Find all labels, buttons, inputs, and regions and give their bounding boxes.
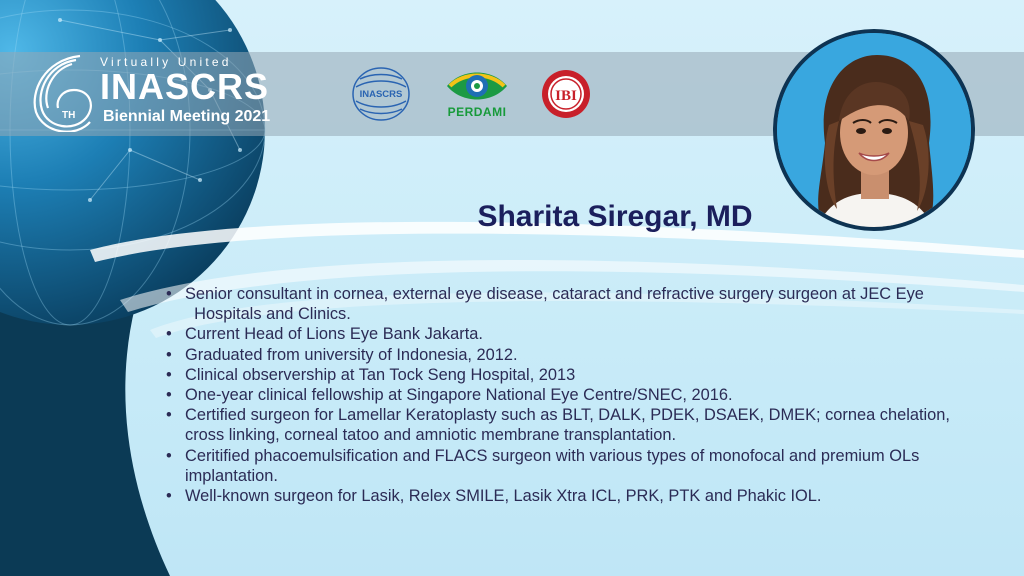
bio-item: • Clinical observership at Tan Tock Seng Hospital, 2013 — [166, 365, 966, 385]
inascrs-logo — [350, 65, 412, 123]
ibi-logo — [540, 68, 592, 120]
ibi-logo-text: IBI — [555, 88, 577, 104]
speaker-name: Sharita Siregar, MD — [477, 200, 753, 233]
bio-list — [166, 284, 966, 506]
bio-item: • Graduated from university of Indonesia, 2012. — [166, 345, 966, 365]
header-acronym: INASCRS — [100, 66, 270, 107]
header-tagline: Virtually United — [100, 55, 232, 69]
edition-suffix: TH — [62, 110, 76, 121]
bio-item: • Well-known surgeon for Lasik, Relex SMILE, Lasik Xtra ICL, PRK, PTK and Phakic IOL. — [166, 486, 966, 506]
bio-item: • Certified surgeon for Lamellar Keratoplasty such as BLT, DALK, PDEK, DSAEK, DMEK; cornea chelation, cross linking, corneal tatoo and amniotic membrane transplantation. — [166, 405, 966, 445]
header-meeting: Biennial Meeting 2021 — [103, 108, 271, 125]
inascrs-logo-text: INASCRS — [359, 89, 403, 100]
bio-item: • Senior consultant in cornea, external eye disease, cataract and refractive surgery surgeon at JEC Eye Hospitals and Clinics. — [166, 284, 966, 324]
bio-item: • One-year clinical fellowship at Singapore National Eye Centre/SNEC, 2016. — [166, 385, 966, 405]
bio-item: • Ceritified phacoemulsification and FLACS surgeon with various types of monofocal and premium OLs implantation. — [166, 446, 966, 486]
bio-item: • Current Head of Lions Eye Bank Jakarta. — [166, 324, 966, 344]
perdami-logo-text: PERDAMI — [447, 105, 507, 119]
perdami-logo — [432, 66, 522, 122]
